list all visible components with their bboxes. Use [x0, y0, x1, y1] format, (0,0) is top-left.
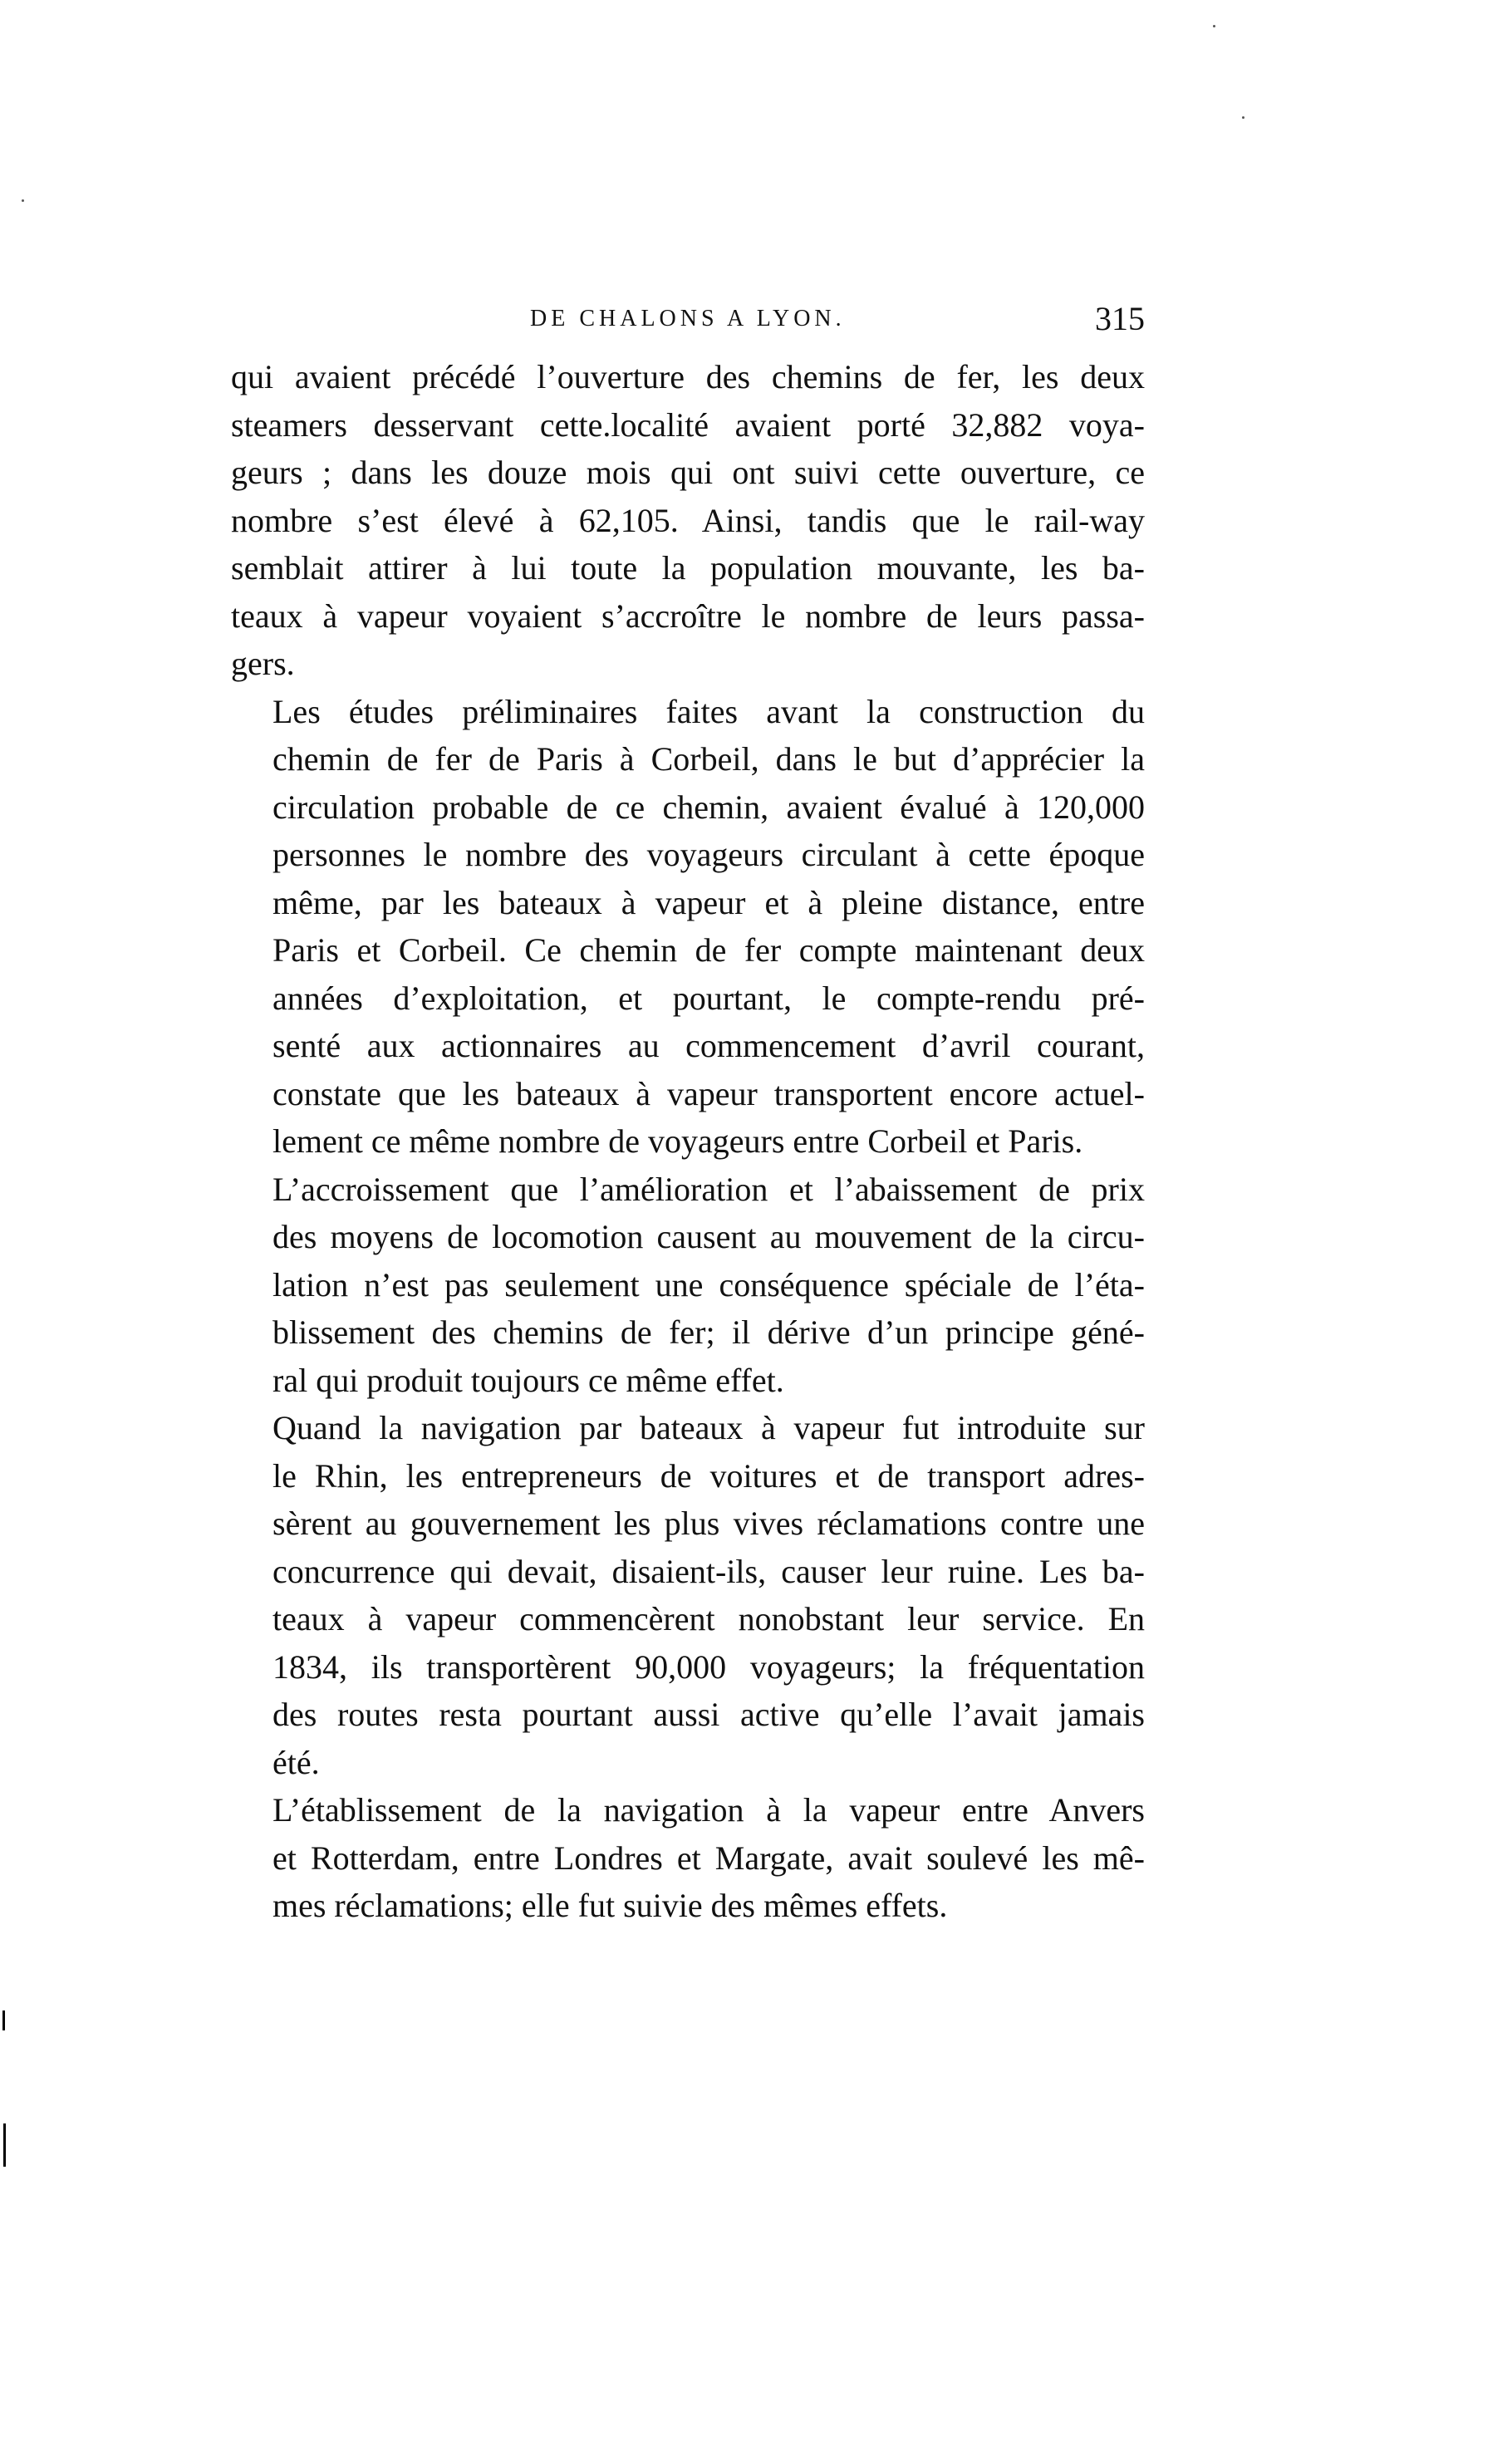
paragraph — [231, 1404, 1145, 1786]
text-line: même, par les bateaux à vapeur et à pleine distance, entre — [272, 883, 1145, 921]
text-line: senté aux actionnaires au commencement d’avril courant, — [272, 1027, 1145, 1064]
body-text — [231, 353, 1145, 1930]
paragraph — [231, 1786, 1145, 1930]
paragraph — [231, 1166, 1145, 1405]
margin-mark — [3, 2123, 6, 2167]
text-line: geurs ; dans les douze mois qui ont suivi cette ouverture, ce — [231, 454, 1145, 491]
text-line: circulation probable de ce chemin, avaient évalué à 120,000 — [272, 788, 1145, 826]
text-line: L’accroissement que l’amélioration et l’abaissement de prix — [272, 1170, 1145, 1208]
text-line: steamers desservant cette.localité avaient porté 32,882 voya- — [231, 405, 1145, 444]
text-line: ral qui produit toujours ce même effet. — [272, 1361, 784, 1399]
text-line: lation n’est pas seulement une conséquence spéciale de l’éta- — [272, 1265, 1145, 1303]
text-line: teaux à vapeur commencèrent nonobstant leur service. En — [272, 1600, 1145, 1637]
paragraph — [231, 353, 1145, 688]
running-head — [231, 301, 1145, 342]
page-number: 315 — [1095, 300, 1145, 337]
scan-speck — [22, 199, 24, 202]
text-line: années d’exploitation, et pourtant, le compte-rendu pré- — [272, 979, 1145, 1017]
text-line: et Rotterdam, entre Londres et Margate, avait soulevé les mê- — [272, 1839, 1145, 1877]
text-line: le Rhin, les entrepreneurs de voitures et de transport adres- — [272, 1456, 1145, 1495]
paragraph — [231, 688, 1145, 1166]
text-line: des routes resta pourtant aussi active qu’elle l’avait jamais — [272, 1696, 1145, 1733]
scan-speck — [1242, 116, 1244, 119]
text-line: gers. — [231, 645, 295, 682]
text-line: 1834, ils transportèrent 90,000 voyageurs; la fréquentation — [272, 1647, 1145, 1686]
text-line: mes réclamations; elle fut suivie des mêmes effets. — [272, 1887, 948, 1924]
text-line: lement ce même nombre de voyageurs entre Corbeil et Paris. — [272, 1122, 1083, 1160]
text-line: nombre s’est élevé à 62,105. Ainsi, tandis que le rail-way — [231, 501, 1145, 539]
text-line: personnes le nombre des voyageurs circulant à cette époque — [272, 836, 1145, 873]
text-line: été. — [272, 1743, 320, 1781]
text-line: qui avaient précédé l’ouverture des chemins de fer, les deux — [231, 358, 1145, 395]
text-line: L’établissement de la navigation à la vapeur entre Anvers — [272, 1791, 1145, 1829]
text-line: sèrent au gouvernement les plus vives réclamations contre une — [272, 1505, 1145, 1542]
text-line: Les études préliminaires faites avant la construction du — [272, 692, 1145, 730]
text-line: blissement des chemins de fer; il dérive d’un principe géné- — [272, 1313, 1145, 1351]
running-title: DE CHALONS A LYON. — [530, 306, 846, 331]
text-line: des moyens de locomotion causent au mouvement de la circu- — [272, 1218, 1145, 1255]
text-line: semblait attirer à lui toute la population mouvante, les ba- — [231, 549, 1145, 587]
scan-speck — [1213, 25, 1215, 27]
text-line: teaux à vapeur voyaient s’accroître le nombre de leurs passa- — [231, 596, 1145, 635]
text-line: concurrence qui devait, disaient-ils, causer leur ruine. Les ba- — [272, 1552, 1145, 1590]
text-line: constate que les bateaux à vapeur transportent encore actuel- — [272, 1074, 1145, 1112]
text-line: chemin de fer de Paris à Corbeil, dans le but d’apprécier la — [272, 740, 1145, 778]
text-line: Quand la navigation par bateaux à vapeur fut introduite sur — [272, 1409, 1145, 1446]
text-line: Paris et Corbeil. Ce chemin de fer compte maintenant deux — [272, 931, 1145, 969]
margin-mark — [2, 2010, 5, 2030]
